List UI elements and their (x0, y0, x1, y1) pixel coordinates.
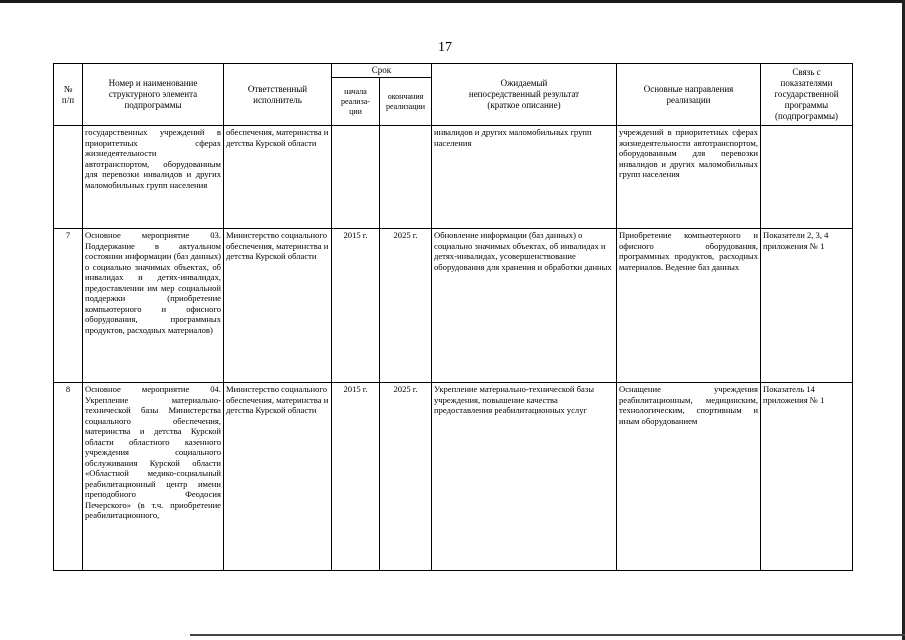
row-end (380, 126, 432, 229)
table-row (54, 383, 853, 571)
row-responsible: обеспечения, материнства и детства Курской области (224, 126, 332, 229)
row-result: инвалидов и других маломобильных групп населения (432, 126, 617, 229)
scan-edge-top (0, 0, 905, 3)
header-num: № п/п (54, 64, 83, 126)
row-responsible: Министерство социального обеспечения, материнства и детства Курской области (224, 229, 332, 383)
scan-edge-bottom (190, 634, 905, 636)
header-start: начала реализа- ции (332, 78, 380, 126)
row-end: 2025 г. (380, 229, 432, 383)
table-row (54, 229, 853, 383)
row-num: 7 (54, 229, 83, 383)
row-responsible: Министерство социального обеспечения, материнства и детства Курской области (224, 383, 332, 571)
row-result: Укрепление материально-технической базы учреждения, повышение качества предоставления реабилитационных услуг (432, 383, 617, 571)
header-link: Связь с показателями государственной программы (подпрограммы) (761, 64, 853, 126)
row-num (54, 126, 83, 229)
row-directions: Оснащение учреждения реабилитационным, медицинским, технологическим, спортивным и иным оборудованием (617, 383, 761, 571)
row-name: Основное мероприятие 03. Поддержание в актуальном состоянии информации (баз данных) о социально значимых объектах, об инвалидах и детях-инвалидах, предоставлении им мер социальной поддержки (приобретение компьютерного и офисного оборудования, программных продуктов, расходных материалов) (83, 229, 224, 383)
row-link: Показатели 2, 3, 4 приложения № 1 (761, 229, 853, 383)
row-start (332, 126, 380, 229)
header-responsible: Ответственный исполнитель (224, 64, 332, 126)
row-start: 2015 г. (332, 383, 380, 571)
row-result: Обновление информации (баз данных) о социально значимых объектах, об инвалидах и детях-инвалидах, усовершенствование оборудования для хранения и обработки данных (432, 229, 617, 383)
row-link (761, 126, 853, 229)
table-row (54, 126, 853, 229)
header-name: Номер и наименование структурного элемента подпрограммы (83, 64, 224, 126)
row-num: 8 (54, 383, 83, 571)
row-name: государственных учреждений в приоритетных сферах жизнедеятельности автотранспортом, оборудованным для перевозки инвалидов и других маломобильных групп населения (83, 126, 224, 229)
row-link: Показатель 14 приложения № 1 (761, 383, 853, 571)
subprogram-table (53, 63, 853, 571)
header-end: окончания реализации (380, 78, 432, 126)
row-directions: учреждений в приоритетных сферах жизнедеятельности автотранспортом, оборудованным для перевозки инвалидов и других маломобильных групп населения (617, 126, 761, 229)
header-term: Срок (332, 64, 432, 78)
row-end: 2025 г. (380, 383, 432, 571)
header-result: Ожидаемый непосредственный результат (краткое описание) (432, 64, 617, 126)
row-directions: Приобретение компьютерного и офисного оборудования, программных продуктов, расходных материалов. Ведение баз данных (617, 229, 761, 383)
row-name: Основное мероприятие 04. Укрепление материально-технической базы Министерства социального обеспечения, материнства и детства Курской области областного казенного учреждения социального обслуживания Курской области «Областной медико-социальный реабилитационный центр имени преподобного Феодосия Печерского» (в т.ч. приобретение реабилитационного, (83, 383, 224, 571)
page-number: 17 (438, 40, 452, 55)
row-start: 2015 г. (332, 229, 380, 383)
header-directions: Основные направления реализации (617, 64, 761, 126)
